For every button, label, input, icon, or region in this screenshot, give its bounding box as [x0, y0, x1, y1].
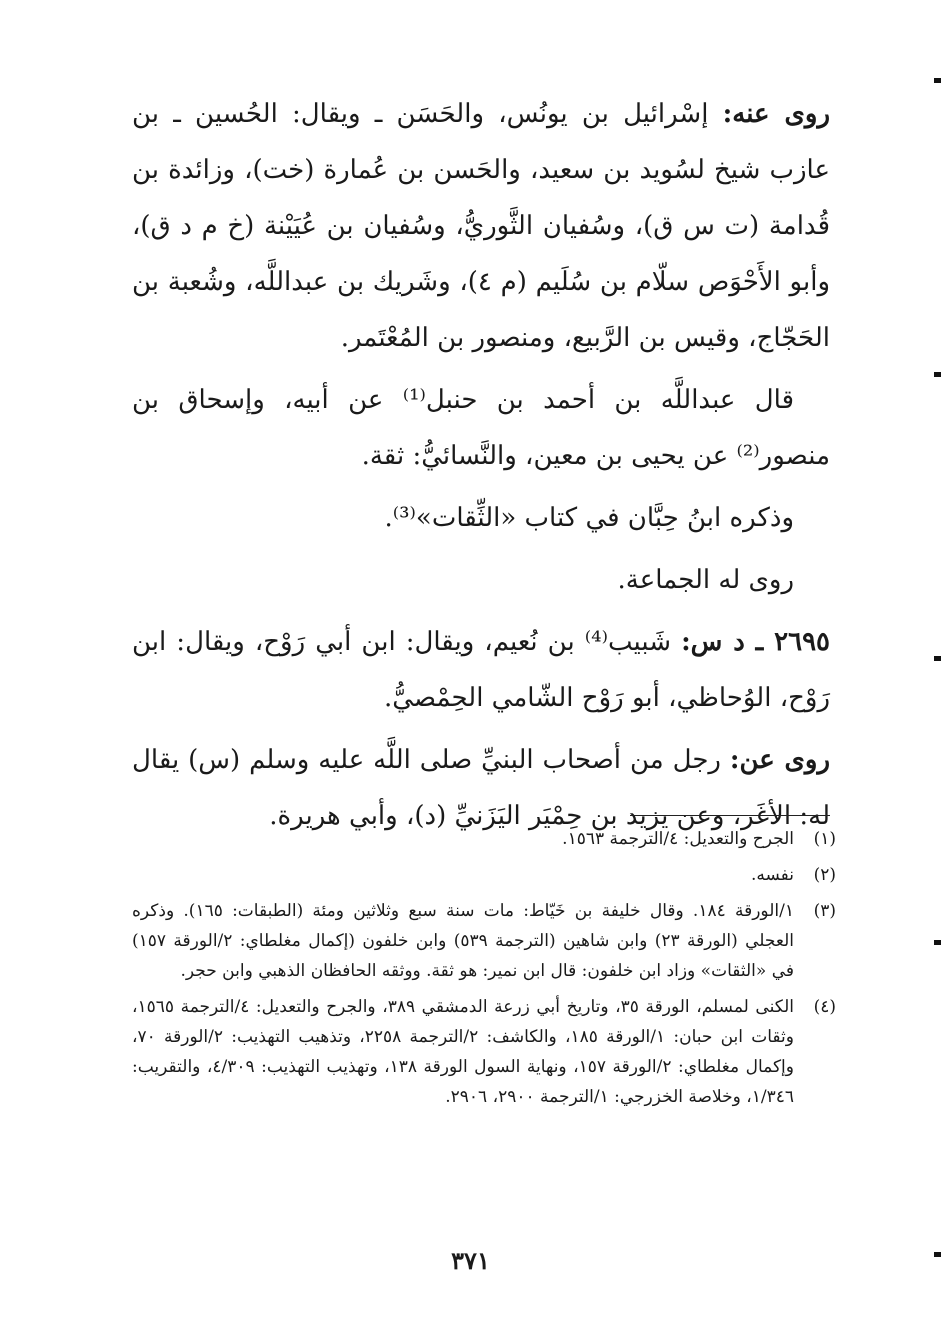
- footnote-text: ١/الورقة ١٨٤. وقال خليفة بن خَيّاط: مات سنة سبع وثلاثين ومئة (الطبقات: ١٦٥). وذكره العجلي (الورقة ٢٣) وابن شاهين (الترجمة ٥٣٩) وابن خلفون (إكمال مغلطاي: ٢/الورقة ١٥٧) في «الثقات» وزاد ابن خلفون: قال ابن نمير: هو ثقة. ووثقه الحافظان الذهبي وابن حجر.: [132, 901, 794, 981]
- entry-text: إسْرائيل بن يونُس، والحَسَن ـ ويقال: الحُسين ـ بن عازب شيخ لسُويد بن سعيد، والحَسن بن عُمارة (خت)، وزائدة بن قُدامة (ت س ق)، وسُفيان الثَّوريُّ، وسُفيان بن عُيَيْنة (خ م د ق)، وأبو الأَحْوَص سلّام بن سُلَيم (م ٤)، وشَريك بن عبداللَّه، وشُعبة بن الحَجّاج، وقيس بن الرَّبيع، ومنصور بن المُعْتَمر.: [132, 99, 831, 353]
- scan-edge-mark: [934, 940, 941, 945]
- entry-lead: روى عن:: [729, 745, 831, 775]
- footnote-divider: [630, 815, 830, 816]
- entry-narrated-by: [132, 552, 830, 608]
- footnote-text: الجرح والتعديل: ٤/الترجمة ١٥٦٣.: [562, 829, 794, 849]
- entry-biography-2695: [132, 614, 830, 726]
- footnote-1: [132, 824, 836, 854]
- footnote-4: [132, 992, 836, 1112]
- entry-reliability: [132, 372, 830, 484]
- footnote-number: (٤): [813, 997, 836, 1017]
- scan-edge-mark: [934, 78, 941, 83]
- footnote-text: الكنى لمسلم، الورقة ٣٥، وتاريخ أبي زرعة الدمشقي ٣٨٩، والجرح والتعديل: ٤/الترجمة ١٥٦٥، وثقات ابن حبان: ١/الورقة ١٨٥، والكاشف: ٢/الترجمة ٢٢٥٨، وتذهيب التهذيب: ٢/الورقة ٧٠، وإكمال مغلطاي: ٢/الورقة ١٥٧، ونهاية السول الورقة ١٣٨، وتهذيب التهذيب: ٤/٣٠٩، والتقريب: ١/٣٤٦، وخلاصة الخزرجي: ١/الترجمة ٢٩٠٠، ٢٩٠٦.: [132, 997, 794, 1107]
- entry-text: روى له الجماعة.: [617, 565, 794, 595]
- entry-number: ٢٦٩٥ ـ د س:: [681, 627, 831, 657]
- main-text: [132, 86, 830, 850]
- entry-text: رجل من أصحاب البنيِّ صلى اللَّه عليه وسلم (س) يقال له: الأغَر، وعن يزيد بن حِمْيَر اليَزَنيِّ (د)، وأبي هريرة.: [132, 745, 830, 831]
- page-number: ٣٧١: [451, 1246, 490, 1275]
- footnote-number: (٢): [813, 865, 836, 885]
- scan-edge-mark: [934, 656, 941, 661]
- scan-edge-mark: [934, 372, 941, 377]
- entry-lead: روى عنه:: [722, 99, 831, 129]
- entry-text: وذكره ابنُ حِبَّان في كتاب «الثِّقات»⁽³⁾.: [384, 503, 794, 533]
- entry-text: قال عبداللَّه بن أحمد بن حنبل⁽¹⁾ عن أبيه، وإسحاق بن منصور⁽²⁾ عن يحيى بن معين، والنَّسائيُّ: ثقة.: [132, 385, 830, 471]
- scan-edge-mark: [934, 1252, 941, 1257]
- footnote-3: [132, 896, 836, 986]
- footnote-number: (١): [813, 829, 836, 849]
- footnotes: [132, 824, 836, 1118]
- entry-ibn-hibban: [132, 490, 830, 546]
- footnote-2: [132, 860, 836, 890]
- footnote-number: (٣): [813, 901, 836, 921]
- footnote-text: نفسه.: [750, 865, 794, 885]
- entry-narrators: [132, 86, 830, 366]
- entry-text: شَبيب⁽⁴⁾ بن نُعيم، ويقال: ابن أبي رَوْح، ويقال: ابن رَوْح، الوُحاظي، أبو رَوْح الشّامي الحِمْصيُّ.: [132, 627, 830, 713]
